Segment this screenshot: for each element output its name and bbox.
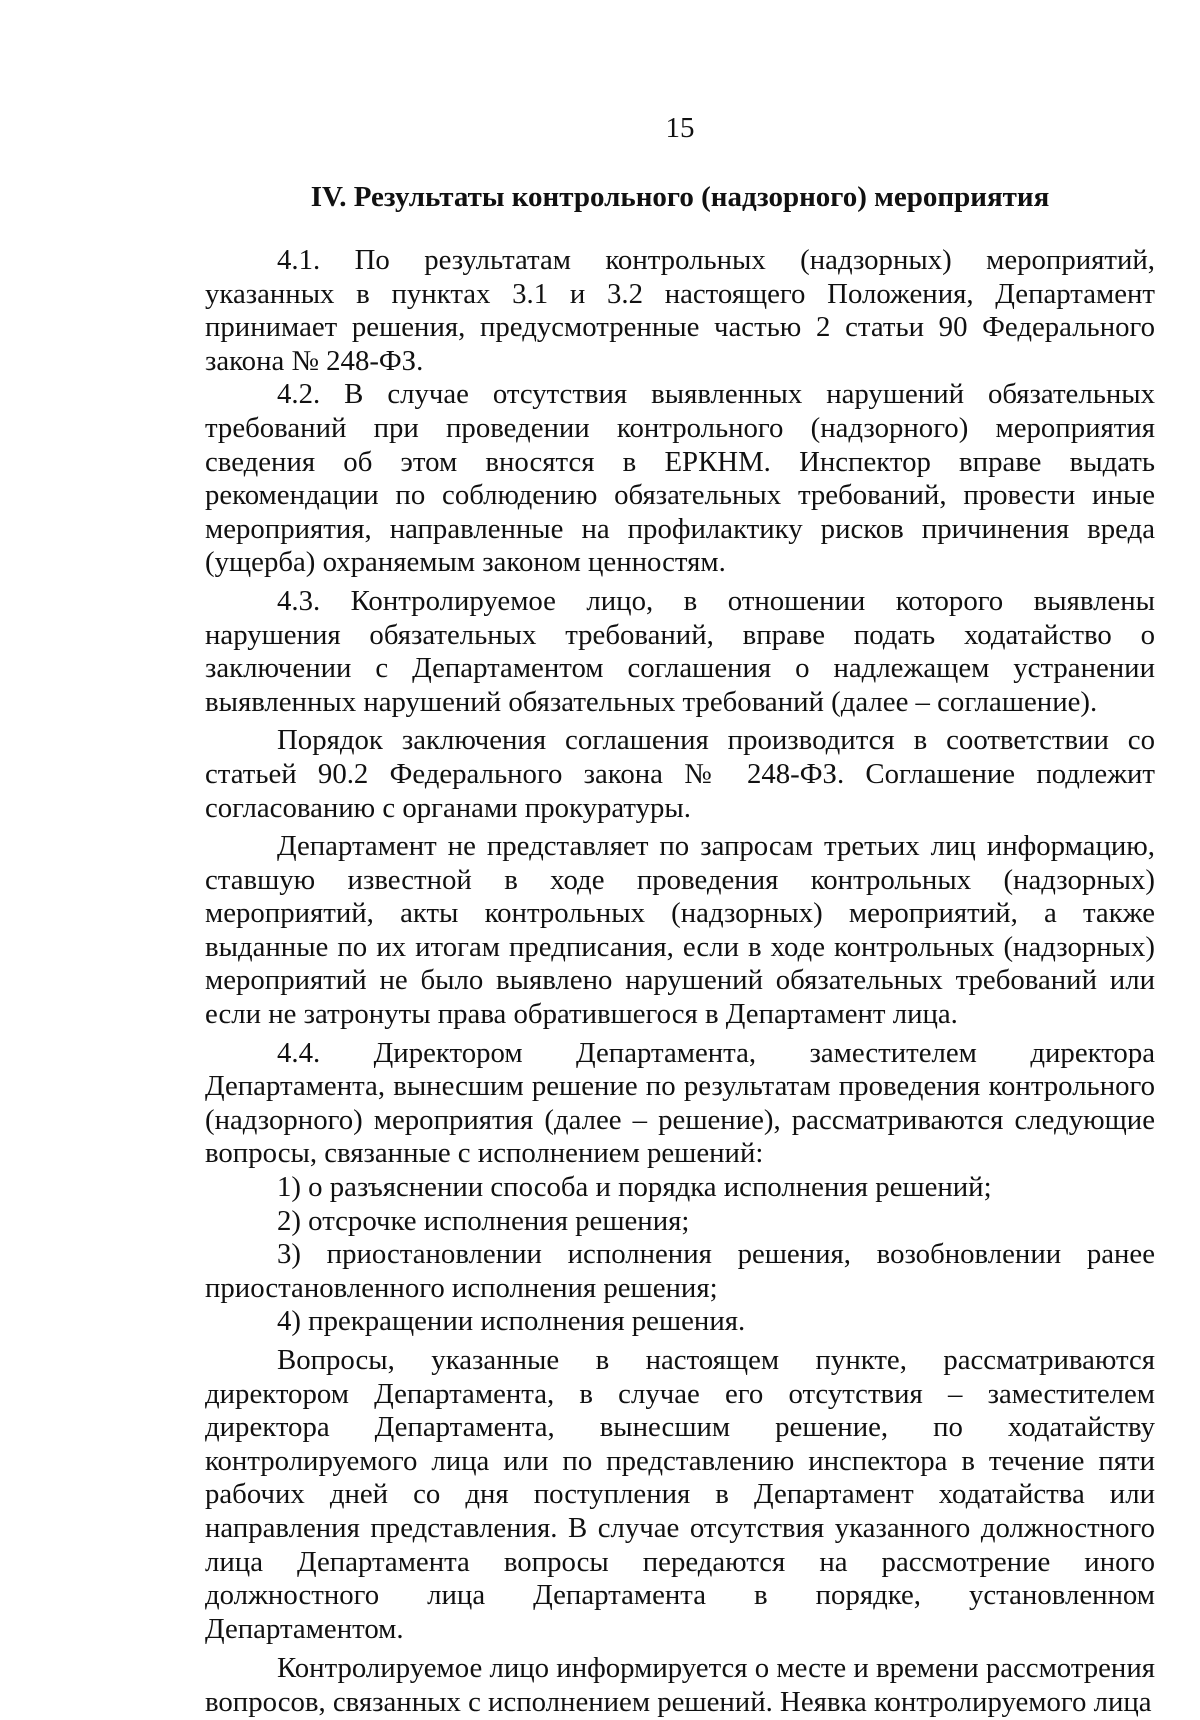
- page-number: 15: [665, 112, 695, 144]
- list-item-2: 2) отсрочке исполнения решения;: [277, 1204, 690, 1237]
- paragraph-4-3: 4.3. Контролируемое лицо, в отношении которого выявлены нарушения обязательных требований, вправе подать ходатайство о заключении с Департаментом соглашения о надлежащем устранении выявленных нарушений обязательных требований (далее – соглашение).: [205, 584, 1155, 718]
- list-item-1: 1) о разъяснении способа и порядка исполнения решений;: [277, 1171, 992, 1204]
- list-item-4: 4) прекращении исполнения решения.: [277, 1305, 746, 1338]
- document-body: [205, 244, 1155, 1720]
- paragraph-4-4: 4.4. Директором Департамента, заместителем директора Департамента, вынесшим решение по результатам проведения контрольного (надзорного) мероприятия (далее – решение), рассматриваются следующие вопросы, связанные с исполнением решений:: [205, 1036, 1155, 1170]
- paragraph-information-disclosure: Департамент не представляет по запросам третьих лиц информацию, ставшую известной в ходе проведения контрольных (надзорных) мероприятий, акты контрольных (надзорных) мероприятий, а также выданные по их итогам предписания, если в ходе контрольных (надзорных) мероприятий не было выявлено нарушений обязательных требований или если не затронуты права обратившегося в Департамент лица.: [205, 830, 1155, 1031]
- paragraph-4-2: 4.2. В случае отсутствия выявленных нарушений обязательных требований при проведении контрольного (надзорного) мероприятия сведения об этом вносятся в ЕРКНМ. Инспектор вправе выдать рекомендации по соблюдению обязательных требований, провести иные мероприятия, направленные на профилактику рисков причинения вреда (ущерба) охраняемым законом ценностям.: [205, 378, 1155, 579]
- paragraph-agreement-procedure: Порядок заключения соглашения производится в соответствии со статьей 90.2 Федерального закона № 248-ФЗ. Соглашение подлежит согласованию с органами прокуратуры.: [205, 724, 1155, 824]
- list-item-3: 3) приостановлении исполнения решения, возобновлении ранее приостановленного исполнения решения;: [205, 1238, 1155, 1304]
- section-title: IV. Результаты контрольного (надзорного) мероприятия: [310, 181, 1050, 213]
- paragraph-notification: Контролируемое лицо информируется о месте и времени рассмотрения вопросов, связанных с исполнением решений. Неявка контролируемого лица: [205, 1652, 1155, 1718]
- paragraph-4-1: 4.1. По результатам контрольных (надзорных) мероприятий, указанных в пунктах 3.1 и 3.2 настоящего Положения, Департамент принимает решения, предусмотренные частью 2 статьи 90 Федерального закона № 248-ФЗ.: [205, 244, 1155, 377]
- paragraph-questions-review: Вопросы, указанные в настоящем пункте, рассматриваются директором Департамента, в случае его отсутствия – заместителем директора Департамента, вынесшим решение, по ходатайству контролируемого лица или по представлению инспектора в течение пяти рабочих дней со дня поступления в Департамент ходатайства или направления представления. В случае отсутствия указанного должностного лица Департамента вопросы передаются на рассмотрение иного должностного лица Департамента в порядке, установленном Департаментом.: [205, 1344, 1155, 1645]
